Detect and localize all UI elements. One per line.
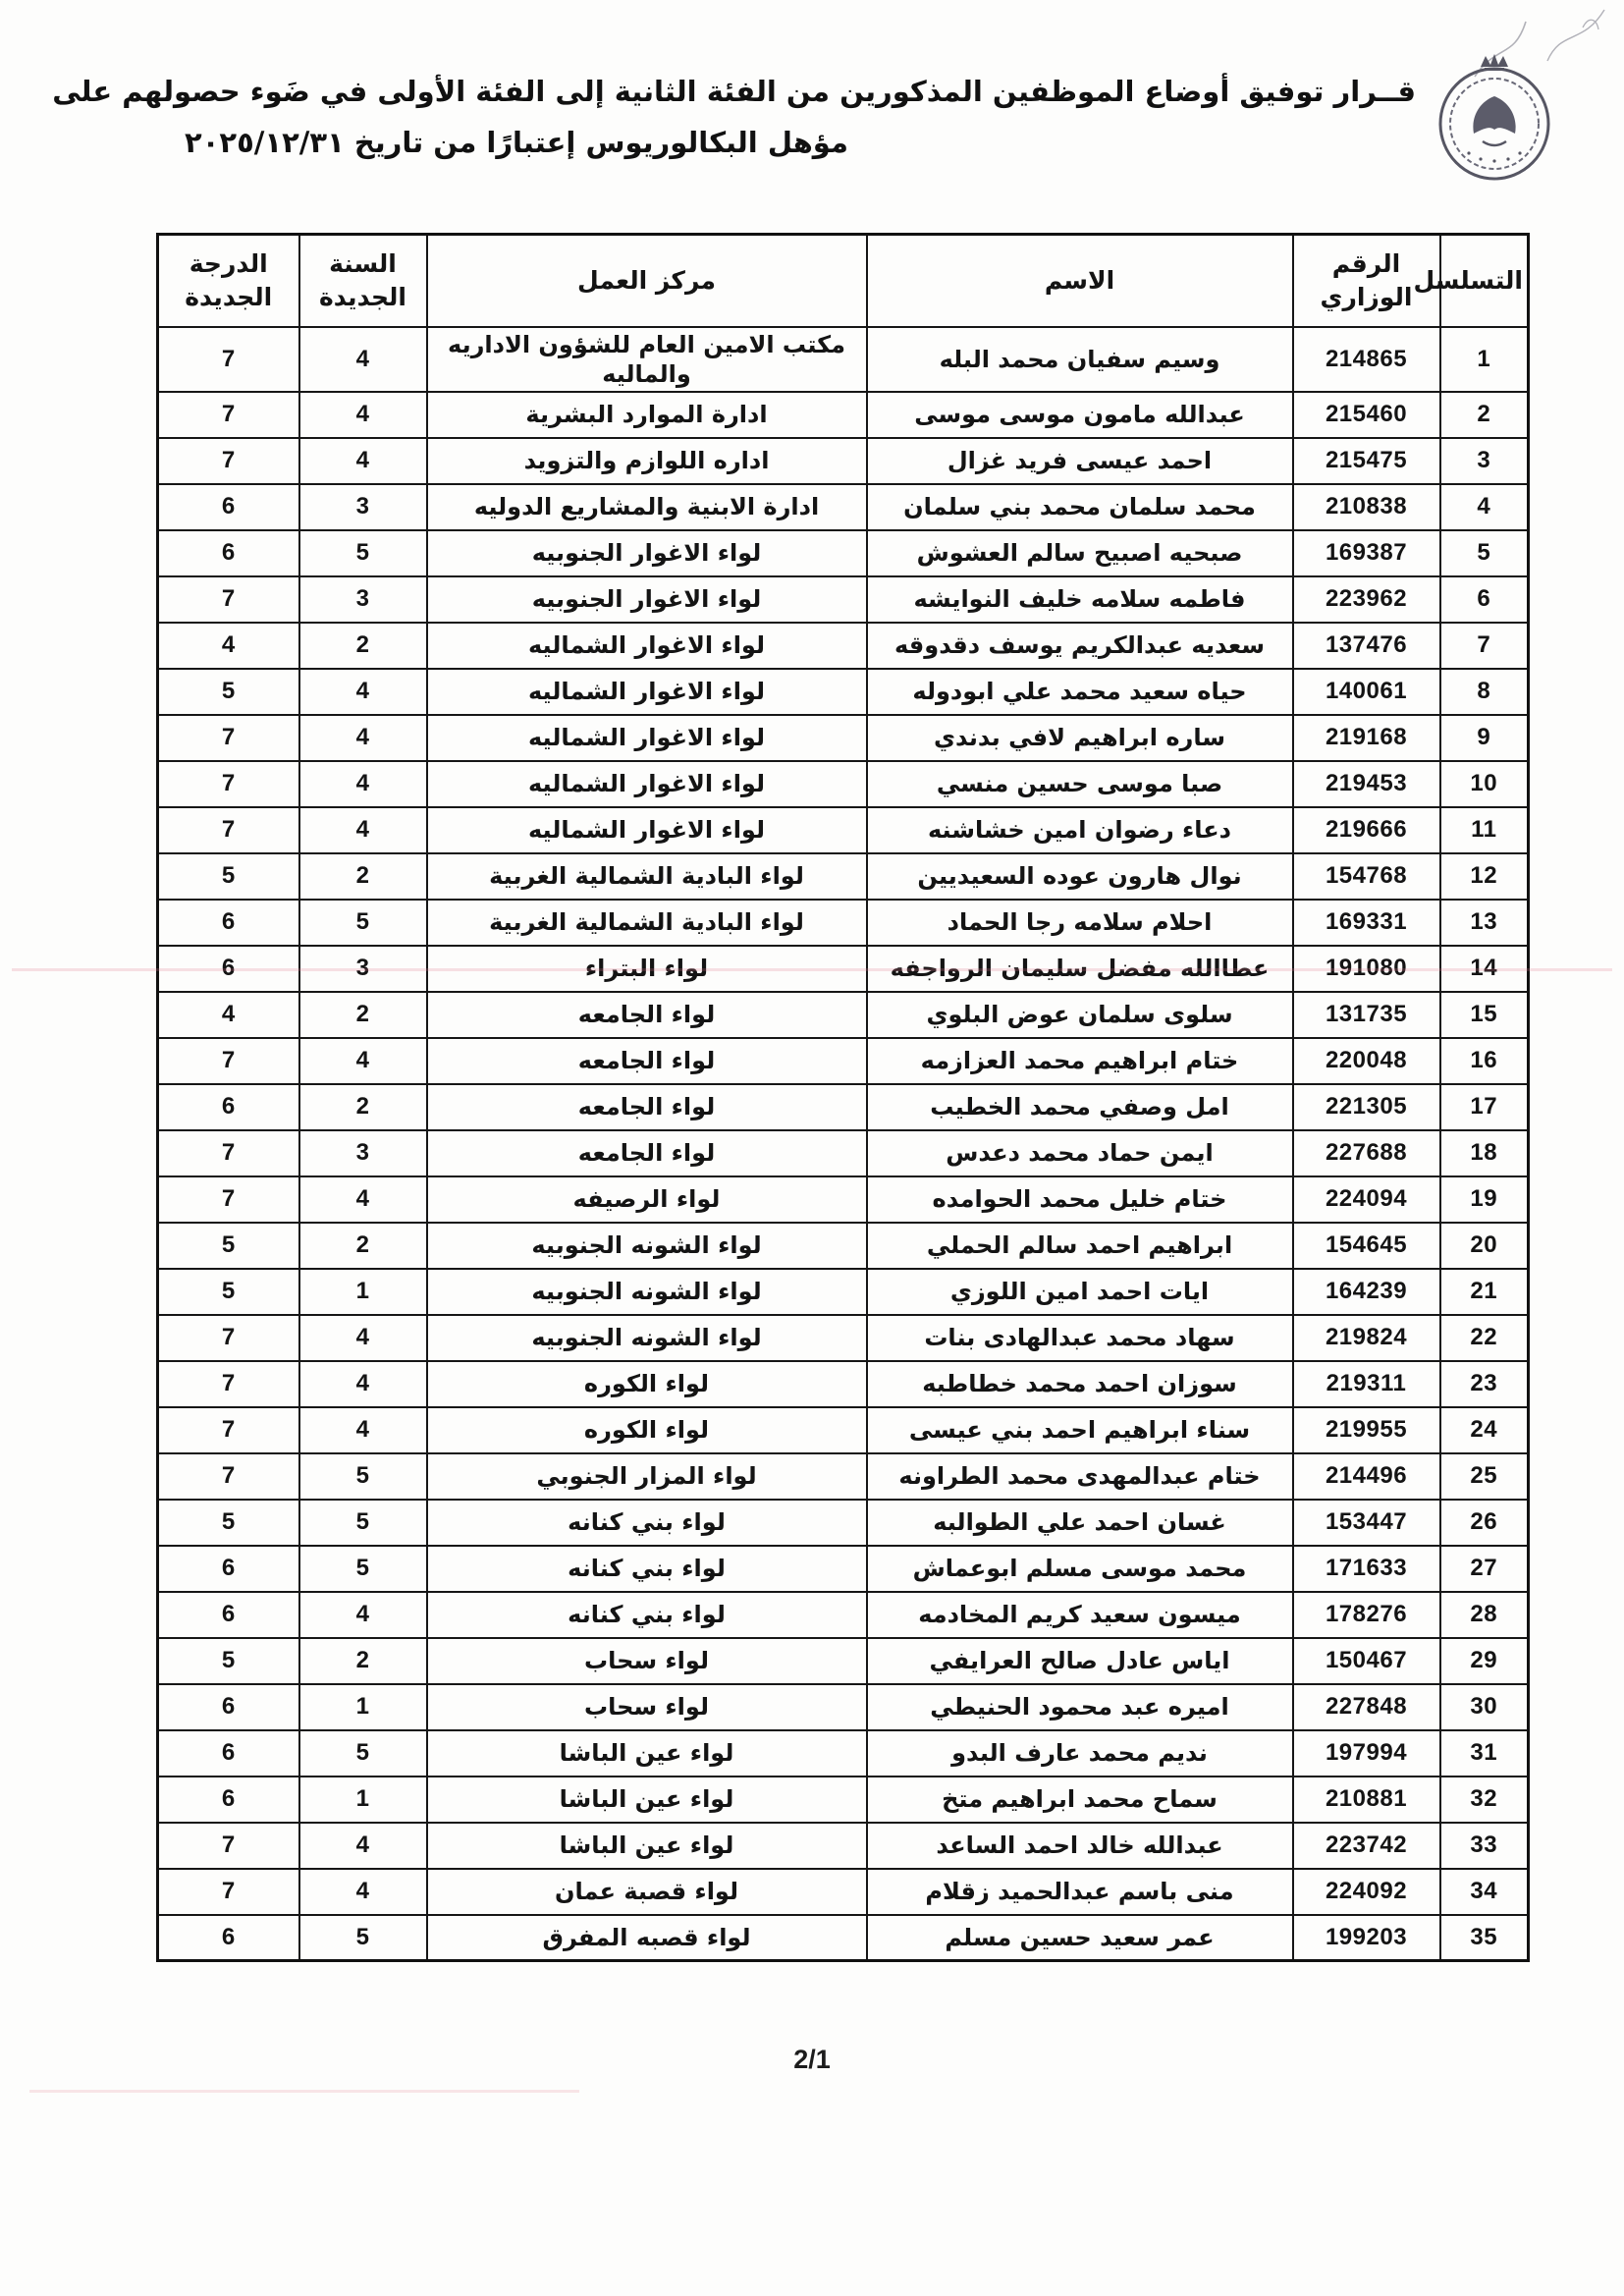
cell-new-year: 4 xyxy=(299,438,427,484)
cell-ministry-number: 131735 xyxy=(1293,992,1440,1038)
cell-new-grade: 6 xyxy=(158,1592,299,1638)
cell-ministry-number: 219824 xyxy=(1293,1315,1440,1361)
cell-new-year: 4 xyxy=(299,715,427,761)
header-serial: التسلسل xyxy=(1440,235,1529,327)
cell-ministry-number: 197994 xyxy=(1293,1730,1440,1777)
cell-name: اميره عبد محمود الحنيطي xyxy=(867,1684,1293,1730)
table-row xyxy=(158,1084,1529,1130)
cell-work-center: ادارة الابنية والمشاريع الدوليه xyxy=(427,484,867,530)
table-row xyxy=(158,1269,1529,1315)
table-row xyxy=(158,853,1529,900)
cell-new-year: 5 xyxy=(299,1546,427,1592)
cell-serial: 30 xyxy=(1440,1684,1529,1730)
cell-name: صبا موسى حسين منسي xyxy=(867,761,1293,807)
scan-artifact-line xyxy=(29,2090,579,2093)
table-row xyxy=(158,946,1529,992)
cell-new-year: 3 xyxy=(299,1130,427,1176)
cell-new-year: 3 xyxy=(299,946,427,992)
cell-new-grade: 7 xyxy=(158,1407,299,1453)
cell-ministry-number: 219168 xyxy=(1293,715,1440,761)
cell-new-year: 2 xyxy=(299,623,427,669)
cell-ministry-number: 215475 xyxy=(1293,438,1440,484)
ministry-emblem-icon xyxy=(1435,51,1553,181)
cell-work-center: ادارة الموارد البشرية xyxy=(427,392,867,438)
cell-serial: 15 xyxy=(1440,992,1529,1038)
table-row xyxy=(158,1869,1529,1915)
cell-ministry-number: 224094 xyxy=(1293,1176,1440,1223)
cell-new-grade: 6 xyxy=(158,530,299,576)
cell-new-grade: 5 xyxy=(158,1638,299,1684)
cell-name: عبدالله خالد احمد الساعد xyxy=(867,1823,1293,1869)
cell-new-year: 4 xyxy=(299,1407,427,1453)
cell-ministry-number: 219955 xyxy=(1293,1407,1440,1453)
cell-ministry-number: 169331 xyxy=(1293,900,1440,946)
cell-new-grade: 7 xyxy=(158,1823,299,1869)
cell-new-grade: 5 xyxy=(158,1223,299,1269)
cell-name: احلام سلامه رجا الحماد xyxy=(867,900,1293,946)
table-row xyxy=(158,484,1529,530)
cell-name: سوزان احمد محمد خطاطبه xyxy=(867,1361,1293,1407)
cell-serial: 27 xyxy=(1440,1546,1529,1592)
cell-work-center: لواء بني كنانه xyxy=(427,1546,867,1592)
table-row xyxy=(158,1823,1529,1869)
cell-new-grade: 4 xyxy=(158,623,299,669)
cell-serial: 28 xyxy=(1440,1592,1529,1638)
table-row xyxy=(158,392,1529,438)
page-number: 2/1 xyxy=(793,2045,831,2074)
cell-work-center: لواء المزار الجنوبي xyxy=(427,1453,867,1500)
cell-new-grade: 5 xyxy=(158,669,299,715)
cell-work-center: لواء الكوره xyxy=(427,1407,867,1453)
cell-work-center: لواء الاغوار الشماليه xyxy=(427,669,867,715)
cell-serial: 10 xyxy=(1440,761,1529,807)
decision-title-line-1: قــرار توفيق أوضاع الموظفين المذكورين من الفئة الثانية إلى الفئة الأولى في ضَوء حصولهم على xyxy=(52,75,1416,108)
cell-ministry-number: 214865 xyxy=(1293,327,1440,392)
cell-work-center: لواء قصبه المفرق xyxy=(427,1915,867,1961)
cell-work-center: لواء الاغوار الشماليه xyxy=(427,623,867,669)
cell-name: محمد موسى مسلم ابوعماش xyxy=(867,1546,1293,1592)
cell-new-year: 4 xyxy=(299,392,427,438)
cell-work-center: لواء الشونه الجنوبيه xyxy=(427,1315,867,1361)
cell-new-year: 4 xyxy=(299,327,427,392)
cell-new-year: 1 xyxy=(299,1777,427,1823)
cell-new-grade: 7 xyxy=(158,438,299,484)
cell-name: ختام عبدالمهدى محمد الطراونه xyxy=(867,1453,1293,1500)
cell-serial: 22 xyxy=(1440,1315,1529,1361)
cell-new-year: 3 xyxy=(299,484,427,530)
cell-work-center: لواء قصبة عمان xyxy=(427,1869,867,1915)
cell-new-grade: 7 xyxy=(158,327,299,392)
cell-work-center: لواء البادية الشمالية الغربية xyxy=(427,853,867,900)
cell-new-year: 2 xyxy=(299,1084,427,1130)
cell-new-grade: 7 xyxy=(158,576,299,623)
table-row xyxy=(158,530,1529,576)
cell-work-center: لواء الجامعه xyxy=(427,1130,867,1176)
cell-ministry-number: 150467 xyxy=(1293,1638,1440,1684)
cell-ministry-number: 153447 xyxy=(1293,1500,1440,1546)
cell-work-center: لواء الاغوار الجنوبيه xyxy=(427,576,867,623)
employees-table xyxy=(156,233,1530,1962)
table-row xyxy=(158,1407,1529,1453)
cell-serial: 31 xyxy=(1440,1730,1529,1777)
cell-work-center: اداره اللوازم والتزويد xyxy=(427,438,867,484)
cell-serial: 5 xyxy=(1440,530,1529,576)
cell-new-year: 4 xyxy=(299,669,427,715)
cell-new-year: 5 xyxy=(299,1500,427,1546)
table-row xyxy=(158,1361,1529,1407)
cell-serial: 7 xyxy=(1440,623,1529,669)
cell-new-grade: 7 xyxy=(158,1176,299,1223)
cell-new-year: 2 xyxy=(299,853,427,900)
cell-new-year: 2 xyxy=(299,1223,427,1269)
table-row xyxy=(158,1500,1529,1546)
cell-ministry-number: 227848 xyxy=(1293,1684,1440,1730)
cell-new-grade: 7 xyxy=(158,807,299,853)
table-row xyxy=(158,992,1529,1038)
cell-work-center: لواء الاغوار الشماليه xyxy=(427,807,867,853)
cell-ministry-number: 199203 xyxy=(1293,1915,1440,1961)
cell-serial: 29 xyxy=(1440,1638,1529,1684)
cell-new-grade: 6 xyxy=(158,484,299,530)
cell-serial: 18 xyxy=(1440,1130,1529,1176)
cell-name: حياه سعيد محمد علي ابودوله xyxy=(867,669,1293,715)
cell-new-year: 4 xyxy=(299,1823,427,1869)
cell-work-center: لواء سحاب xyxy=(427,1638,867,1684)
cell-work-center: لواء عين الباشا xyxy=(427,1823,867,1869)
cell-name: ميسون سعيد كريم المخادمه xyxy=(867,1592,1293,1638)
table-row xyxy=(158,1915,1529,1961)
table-row xyxy=(158,1176,1529,1223)
table-row xyxy=(158,1777,1529,1823)
cell-new-year: 3 xyxy=(299,576,427,623)
table-row xyxy=(158,669,1529,715)
cell-serial: 2 xyxy=(1440,392,1529,438)
cell-new-grade: 6 xyxy=(158,1777,299,1823)
cell-ministry-number: 215460 xyxy=(1293,392,1440,438)
cell-serial: 1 xyxy=(1440,327,1529,392)
cell-new-year: 5 xyxy=(299,900,427,946)
cell-name: ايات احمد امين اللوزي xyxy=(867,1269,1293,1315)
cell-work-center: لواء البتراء xyxy=(427,946,867,992)
cell-work-center: لواء الجامعه xyxy=(427,1038,867,1084)
table-body xyxy=(158,327,1529,1961)
cell-serial: 35 xyxy=(1440,1915,1529,1961)
cell-new-year: 5 xyxy=(299,1915,427,1961)
cell-new-grade: 7 xyxy=(158,1453,299,1500)
table-row xyxy=(158,1684,1529,1730)
cell-serial: 3 xyxy=(1440,438,1529,484)
cell-new-year: 1 xyxy=(299,1269,427,1315)
cell-name: سماح محمد ابراهيم متخ xyxy=(867,1777,1293,1823)
cell-new-grade: 7 xyxy=(158,1130,299,1176)
cell-work-center: مكتب الامين العام للشؤون الاداريه والماليه xyxy=(427,327,867,392)
cell-name: نوال هارون عوده السعيديين xyxy=(867,853,1293,900)
cell-name: عبدالله مامون موسى موسى xyxy=(867,392,1293,438)
cell-ministry-number: 154645 xyxy=(1293,1223,1440,1269)
cell-new-grade: 4 xyxy=(158,992,299,1038)
cell-name: سعديه عبدالكريم يوسف دقدوقه xyxy=(867,623,1293,669)
cell-new-grade: 7 xyxy=(158,761,299,807)
cell-work-center: لواء بني كنانه xyxy=(427,1592,867,1638)
cell-new-year: 4 xyxy=(299,761,427,807)
cell-serial: 20 xyxy=(1440,1223,1529,1269)
cell-new-year: 4 xyxy=(299,1038,427,1084)
cell-work-center: لواء الاغوار الجنوبيه xyxy=(427,530,867,576)
cell-work-center: لواء عين الباشا xyxy=(427,1730,867,1777)
cell-new-year: 5 xyxy=(299,530,427,576)
cell-serial: 17 xyxy=(1440,1084,1529,1130)
cell-name: سناء ابراهيم احمد بني عيسى xyxy=(867,1407,1293,1453)
cell-ministry-number: 219453 xyxy=(1293,761,1440,807)
cell-serial: 11 xyxy=(1440,807,1529,853)
cell-name: سلوى سلمان عوض البلوي xyxy=(867,992,1293,1038)
cell-name: منى باسم عبدالحميد زقلام xyxy=(867,1869,1293,1915)
cell-new-year: 4 xyxy=(299,1315,427,1361)
cell-new-year: 4 xyxy=(299,1869,427,1915)
cell-serial: 34 xyxy=(1440,1869,1529,1915)
table-row xyxy=(158,1592,1529,1638)
cell-work-center: لواء الاغوار الشماليه xyxy=(427,715,867,761)
table-row xyxy=(158,576,1529,623)
cell-work-center: لواء الشونه الجنوبيه xyxy=(427,1269,867,1315)
cell-ministry-number: 219311 xyxy=(1293,1361,1440,1407)
cell-ministry-number: 223742 xyxy=(1293,1823,1440,1869)
cell-serial: 25 xyxy=(1440,1453,1529,1500)
cell-ministry-number: 137476 xyxy=(1293,623,1440,669)
table-row xyxy=(158,1315,1529,1361)
cell-new-grade: 6 xyxy=(158,900,299,946)
header-new-grade: الدرجة الجديدة xyxy=(158,235,299,327)
cell-work-center: لواء الاغوار الشماليه xyxy=(427,761,867,807)
cell-ministry-number: 169387 xyxy=(1293,530,1440,576)
cell-new-year: 2 xyxy=(299,1638,427,1684)
cell-work-center: لواء سحاب xyxy=(427,1684,867,1730)
table-row xyxy=(158,807,1529,853)
cell-name: دعاء رضوان امين خشاشنه xyxy=(867,807,1293,853)
cell-new-grade: 7 xyxy=(158,1869,299,1915)
cell-ministry-number: 219666 xyxy=(1293,807,1440,853)
table-row xyxy=(158,900,1529,946)
table-row xyxy=(158,1546,1529,1592)
cell-serial: 19 xyxy=(1440,1176,1529,1223)
cell-ministry-number: 210838 xyxy=(1293,484,1440,530)
cell-new-grade: 7 xyxy=(158,715,299,761)
cell-work-center: لواء الشونه الجنوبيه xyxy=(427,1223,867,1269)
cell-new-year: 4 xyxy=(299,807,427,853)
cell-ministry-number: 140061 xyxy=(1293,669,1440,715)
cell-ministry-number: 214496 xyxy=(1293,1453,1440,1500)
cell-ministry-number: 224092 xyxy=(1293,1869,1440,1915)
cell-new-grade: 6 xyxy=(158,1546,299,1592)
table-row xyxy=(158,1038,1529,1084)
cell-serial: 26 xyxy=(1440,1500,1529,1546)
cell-work-center: لواء عين الباشا xyxy=(427,1777,867,1823)
cell-new-year: 5 xyxy=(299,1453,427,1500)
cell-serial: 33 xyxy=(1440,1823,1529,1869)
cell-new-grade: 6 xyxy=(158,1684,299,1730)
cell-ministry-number: 221305 xyxy=(1293,1084,1440,1130)
cell-new-grade: 7 xyxy=(158,1315,299,1361)
cell-new-grade: 6 xyxy=(158,1915,299,1961)
cell-new-grade: 6 xyxy=(158,1084,299,1130)
cell-serial: 8 xyxy=(1440,669,1529,715)
cell-serial: 9 xyxy=(1440,715,1529,761)
cell-new-year: 4 xyxy=(299,1361,427,1407)
cell-name: احمد عيسى فريد غزال xyxy=(867,438,1293,484)
cell-name: اياس عادل صالح العرايفي xyxy=(867,1638,1293,1684)
cell-name: غسان احمد علي الطوالبه xyxy=(867,1500,1293,1546)
cell-new-grade: 7 xyxy=(158,1361,299,1407)
cell-work-center: لواء بني كنانه xyxy=(427,1500,867,1546)
cell-new-grade: 5 xyxy=(158,1269,299,1315)
cell-name: نديم محمد عارف البدو xyxy=(867,1730,1293,1777)
cell-ministry-number: 210881 xyxy=(1293,1777,1440,1823)
table-row xyxy=(158,327,1529,392)
cell-serial: 23 xyxy=(1440,1361,1529,1407)
decision-title-line-2: مؤهل البكالوريوس إعتبارًا من تاريخ ٢٠٢٥/١٢/٣١ xyxy=(185,126,848,159)
cell-ministry-number: 154768 xyxy=(1293,853,1440,900)
cell-serial: 21 xyxy=(1440,1269,1529,1315)
cell-new-year: 5 xyxy=(299,1730,427,1777)
cell-new-grade: 6 xyxy=(158,1730,299,1777)
table-row xyxy=(158,761,1529,807)
cell-name: ختام ابراهيم محمد العزازمه xyxy=(867,1038,1293,1084)
cell-ministry-number: 227688 xyxy=(1293,1130,1440,1176)
cell-ministry-number: 164239 xyxy=(1293,1269,1440,1315)
cell-ministry-number: 191080 xyxy=(1293,946,1440,992)
cell-serial: 14 xyxy=(1440,946,1529,992)
cell-name: ساره ابراهيم لافي بدندي xyxy=(867,715,1293,761)
cell-serial: 16 xyxy=(1440,1038,1529,1084)
cell-new-year: 1 xyxy=(299,1684,427,1730)
cell-new-year: 2 xyxy=(299,992,427,1038)
cell-new-grade: 7 xyxy=(158,1038,299,1084)
cell-name: فاطمه سلامه خليف النوايشه xyxy=(867,576,1293,623)
cell-name: ختام خليل محمد الحوامده xyxy=(867,1176,1293,1223)
cell-serial: 24 xyxy=(1440,1407,1529,1453)
table-row xyxy=(158,1730,1529,1777)
cell-name: محمد سلمان محمد بني سلمان xyxy=(867,484,1293,530)
cell-serial: 13 xyxy=(1440,900,1529,946)
cell-name: امل وصفي محمد الخطيب xyxy=(867,1084,1293,1130)
table-row xyxy=(158,1223,1529,1269)
cell-ministry-number: 220048 xyxy=(1293,1038,1440,1084)
header-ministry-number: الرقم الوزاري xyxy=(1293,235,1440,327)
cell-new-year: 4 xyxy=(299,1176,427,1223)
cell-new-grade: 5 xyxy=(158,853,299,900)
cell-ministry-number: 178276 xyxy=(1293,1592,1440,1638)
cell-new-year: 4 xyxy=(299,1592,427,1638)
cell-serial: 12 xyxy=(1440,853,1529,900)
table-row xyxy=(158,623,1529,669)
table-row xyxy=(158,1638,1529,1684)
cell-name: عمر سعيد حسين مسلم xyxy=(867,1915,1293,1961)
cell-name: صبحيه اصبيح سالم العشوش xyxy=(867,530,1293,576)
header-new-year: السنة الجديدة xyxy=(299,235,427,327)
cell-name: سهاد محمد عبدالهادى بنات xyxy=(867,1315,1293,1361)
cell-ministry-number: 171633 xyxy=(1293,1546,1440,1592)
cell-name: عطاالله مفضل سليمان الرواجفه xyxy=(867,946,1293,992)
cell-name: ابراهيم احمد سالم الحملي xyxy=(867,1223,1293,1269)
table-row xyxy=(158,1130,1529,1176)
cell-new-grade: 6 xyxy=(158,946,299,992)
cell-serial: 6 xyxy=(1440,576,1529,623)
cell-work-center: لواء الكوره xyxy=(427,1361,867,1407)
table-row xyxy=(158,438,1529,484)
cell-serial: 4 xyxy=(1440,484,1529,530)
cell-serial: 32 xyxy=(1440,1777,1529,1823)
header-row xyxy=(158,235,1529,327)
cell-new-grade: 5 xyxy=(158,1500,299,1546)
cell-work-center: لواء الجامعه xyxy=(427,992,867,1038)
table-header xyxy=(158,235,1529,327)
cell-work-center: لواء الجامعه xyxy=(427,1084,867,1130)
header-name: الاسم xyxy=(867,235,1293,327)
header-work-center: مركز العمل xyxy=(427,235,867,327)
cell-name: وسيم سفيان محمد البله xyxy=(867,327,1293,392)
cell-work-center: لواء الرصيفه xyxy=(427,1176,867,1223)
cell-ministry-number: 223962 xyxy=(1293,576,1440,623)
cell-work-center: لواء البادية الشمالية الغربية xyxy=(427,900,867,946)
table-row xyxy=(158,1453,1529,1500)
table-row xyxy=(158,715,1529,761)
ministry-logo xyxy=(1435,51,1553,181)
cell-name: ايمن حماد محمد دعدس xyxy=(867,1130,1293,1176)
cell-new-grade: 7 xyxy=(158,392,299,438)
